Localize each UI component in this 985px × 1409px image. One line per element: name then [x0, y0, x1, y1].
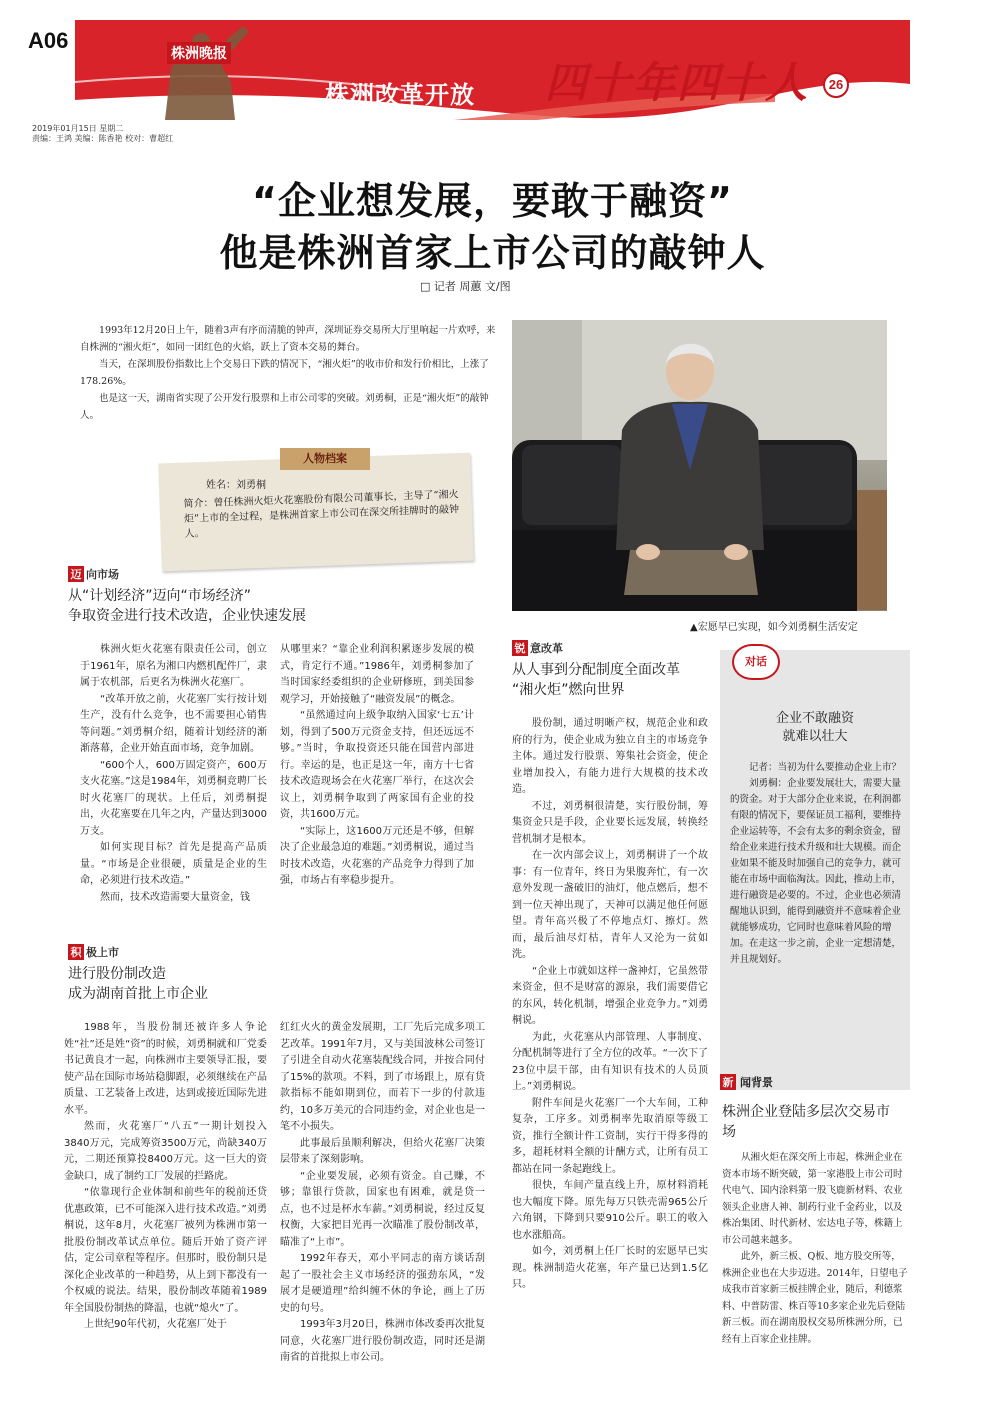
- portrait-illustration: [512, 320, 887, 611]
- dialogue-title-line: 就难以壮大: [782, 729, 848, 744]
- paragraph: 上世纪90年代初，火花塞厂处于: [84, 1319, 227, 1330]
- profile-desc: 简介：曾任株洲火炬火花塞股份有限公司董事长，主导了“湘火炬”上市的全过程，是株洲首家上市公司在深交所挂牌时的敲钟人。: [183, 489, 460, 540]
- news-body: [722, 1150, 908, 1348]
- lead-text: [80, 322, 498, 424]
- section-title-line: 进行股份制改造: [68, 966, 166, 982]
- paragraph: 从哪里来？“靠企业利润积累逐步发展的模式，肯定行不通。”1986年，刘勇桐参加了当时国家经委组织的企业研修班，到美国参观学习，开始接触了“融资发展”的概念。: [280, 644, 474, 705]
- paragraph: “600个人，600万固定资产，600万支火花塞。”这是1984年，刘勇桐竞聘厂长时火花塞厂的现状。上任后，刘勇桐提出，火花塞要在几年之内，产量达到3000万支。: [80, 759, 267, 837]
- section-heading-reform: [512, 640, 712, 700]
- dialogue-title-line: 企业不敢融资: [775, 711, 854, 726]
- news-tag-chip: 新: [720, 1074, 736, 1090]
- news-tag: [720, 1074, 773, 1090]
- lead-paragraph: 1993年12月20日上午，随着3声有序而清脆的钟声，深圳证券交易所大厅里响起一片欢呼，来自株洲的“湘火炬”，如同一团红色的火焰，跃上了资本交易的舞台。: [80, 325, 496, 353]
- paragraph: 附件车间是火花塞厂一个大车间，工种复杂，工序多。刘勇桐率先取消原等级工资，推行全额计件工资制，实行干得多得的多，超耗材料全额的计酬方式，让所有员工都站在同一条起跑线上。: [512, 1097, 708, 1175]
- section-tag-text: 向市场: [86, 568, 119, 581]
- paragraph: 如何实现目标？首先是提高产品质量。“市场是企业很硬，质量是企业的生命，必须进行技术改造。”: [80, 842, 267, 886]
- section-tag-chip: 积: [68, 944, 84, 960]
- lead-paragraph: 当天，在深圳股份指数比上个交易日下跌的情况下，“湘火炬”的收市价和发行价相比，上涨了178.26%。: [80, 359, 489, 387]
- section-tag: [68, 566, 488, 582]
- photo-caption: ▲宏愿早已实现，如今刘勇桐生活安定: [690, 622, 858, 633]
- section-title: [68, 586, 488, 626]
- paragraph: “企业要发展，必须有资金。自己赚，不够；靠银行贷款，国家也有困难，就是贷一点，也不过是杯水车薪。”刘勇桐说，经过反复权衡，大家把目光再一次瞄准了股份制改革，瞄准了“上市”。: [280, 1170, 485, 1248]
- series-big-title: 四十年四十人: [545, 58, 810, 107]
- section-title: [68, 964, 488, 1004]
- page-number: A06: [28, 28, 69, 53]
- dialogue-body: [730, 760, 906, 968]
- headline-line-2: 他是株洲首家上市公司的敲钟人: [219, 231, 766, 275]
- series-number: 26: [823, 72, 849, 98]
- issue-date: 2019年01月15日 星期二: [32, 124, 124, 133]
- paragraph: 1993年3月20日，株洲市体改委再次批复同意，火花塞厂进行股份制改造，同时还是湖南省的首批拟上市公司。: [280, 1319, 485, 1363]
- series-slogan: 讲述一个伟大的时代: [537, 124, 682, 142]
- paragraph: 1992年春天，邓小平同志的南方谈话刮起了一股社会主义市场经济的强劲东风，“发展才是硬道理”给纠缠不休的争论，画上了历史的句号。: [280, 1253, 485, 1314]
- paragraph: 很快，车间产量直线上升，原材料消耗也大幅度下降。原先每万只铁壳需965公斤六角钢，下降到只要910公斤。职工的收入也水涨船高。: [512, 1180, 708, 1241]
- paragraph: 1988年，当股份制还被许多人争论姓“社”还是姓“资”的时候，刘勇桐就和厂党委书记黄良才一起，向株洲市主要领导汇报，要使产品在国际市场站稳脚跟，必须继续在产品质量、工艺装备上改进，达到或接近国际先进水平。: [64, 1022, 267, 1116]
- paragraph: 不过，刘勇桐很清楚，实行股份制，筹集资金只是手段，企业要长远发展，转换经营机制才是根本。: [512, 800, 708, 845]
- section-tag-text: 极上市: [86, 946, 119, 959]
- section-title-line: 从人事到分配制度全面改革: [512, 662, 680, 678]
- section-tag-chip: 锐: [512, 640, 528, 656]
- section-heading-market: [68, 566, 488, 626]
- headline-line-1: “企业想发展，要敢于融资”: [252, 179, 733, 223]
- section-title-line: “湘火炬”燃向世界: [512, 682, 625, 698]
- section1-column-1: [80, 642, 267, 906]
- section-title: [512, 660, 712, 700]
- news-title: 株洲企业登陆多层次交易市场: [722, 1104, 890, 1140]
- series-title: 株洲改革开放: [325, 81, 475, 109]
- column-name: 株洲晚报: [167, 42, 231, 64]
- paragraph: 在一次内部会议上，刘勇桐讲了一个故事：有一位青年，终日为果腹奔忙，有一次意外发现一盏破旧的油灯，他点燃后，想不到一位天神出现了，天神可以满足他任何愿望。青年高兴极了不停地点灯、擦灯。然而，最后油尽灯枯，青年人又沦为一贫如洗。: [512, 850, 708, 960]
- section-title-line: 成为湖南首批上市企业: [68, 986, 208, 1002]
- paragraph: 此外，新三板、Q板、地方股交所等，株洲企业也在大步迈进。2014年，日望电子成我市首家新三板挂牌企业，随后，利德浆料、中普防雷、株百等10多家企业先后登陆新三板。而在湖南股权交易所株洲分所，已经有上百家企业挂牌。: [722, 1251, 908, 1345]
- section-title-line: 争取资金进行技术改造，企业快速发展: [68, 608, 306, 624]
- section-tag-text: 意改革: [530, 642, 563, 655]
- portrait-photo: [512, 320, 887, 611]
- profile-tab: 人物档案: [280, 448, 370, 470]
- paragraph: “虽然通过向上级争取纳入国家‘七五’计划，得到了500万元资金支持，但还远远不够。”当时，争取投资还只能在国营内部进行。幸运的是，也正是这一年，南方十七省技术改造现场会在火花塞厂举行，在这次会议上，刘勇桐争取到了两家国有企业的投资，共1600万元。: [280, 710, 474, 820]
- paragraph: 此事最后虽顺利解决，但给火花塞厂决策层带来了深刻影响。: [280, 1137, 485, 1165]
- section-tag: [68, 944, 488, 960]
- dialogue-question: 记者：当初为什么要推动企业上市？: [749, 762, 902, 773]
- news-tag-text: 闻背景: [740, 1076, 773, 1089]
- section-title-line: 从“计划经济”迈向“市场经济”: [68, 588, 252, 604]
- paragraph: 然而，火花塞厂“八五”一期计划投入3840万元，完成筹资3500万元，尚缺340万元，二期还预算投8400万元。这一巨大的资金缺口，成了制约工厂发展的拦路虎。: [64, 1121, 267, 1182]
- paragraph: “依靠现行企业体制和前些年的税前还贷优惠政策，已不可能深入进行技术改造。”刘勇桐说，这年8月，火花塞厂被列为株洲市第一批股份制改革试点单位。随后开始了资产评估，定公司章程等程序。但那时，股份制只是深化企业改革的一种趋势，从上到下都没有一个权威的说法。结果，股份制改革随着1989年全国股份制热的降温，也就“熄火”了。: [64, 1187, 267, 1314]
- lead-paragraph: 也是这一天，湖南省实现了公开发行股票和上市公司零的突破。刘勇桐，正是“湘火炬”的敲钟人。: [80, 393, 489, 421]
- dialogue-title: [720, 710, 910, 746]
- paragraph: 从湘火炬在深交所上市起，株洲企业在资本市场不断突破，第一家港股上市公司时代电气、国内涂料第一股飞鹿新材料、农业领头企业唐人神、制药行业千金药业，以及株冶集团、时代新材、宏达电子等，株籍上市公司越来越多。: [722, 1152, 903, 1246]
- section1-column-2: [280, 642, 474, 890]
- paragraph: 然而，技术改造需要大量资金，钱: [100, 891, 250, 903]
- dialogue-badge: 对话: [732, 644, 780, 680]
- paragraph: 股份制，通过明晰产权，规范企业和政府的行为，使企业成为独立自主的市场竞争主体。通过发行股票、筹集社会资金，使企业增加投入，有能力进行大规模的技术改造。: [512, 718, 708, 795]
- paragraph: “实际上，这1600万元还是不够，但解决了企业最急迫的难题。”刘勇桐说，通过当时技术改造，火花塞的产品竞争力得到了加强，市场占有率稳步提升。: [280, 825, 474, 886]
- section-heading-listing: [68, 944, 488, 1004]
- byline: □ 记者 周蕙 文/图: [420, 280, 511, 293]
- section-tag-chip: 迈: [68, 566, 84, 582]
- paragraph: “改革开放之前，火花塞厂实行按计划生产，没有什么竞争，也不需要担心销售等问题。”刘勇桐介绍，随着计划经济的渐渐落幕，企业开始直面市场，竞争加剧。: [80, 693, 267, 754]
- paragraph: 红红火火的黄金发展期，工厂先后完成多项工艺改革。1991年7月，又与美国波林公司签订了引进全自动火花塞装配线合同，并按合同付了15%的款项。不料，到了市场跟上，原有贷款指标不能如期到位，而若下一步的付款违约，10多万美元的合同违约金，对企业也是一笔不小损失。: [280, 1022, 485, 1132]
- paragraph: 为此，火花塞从内部管理、人事制度、分配机制等进行了全方位的改革。“一次下了23位中层干部，由有知识有技术的人员顶上。”刘勇桐说。: [512, 1031, 708, 1092]
- section2-column-2: [280, 1020, 485, 1367]
- editors-line: 责编：王鸿 美编：陈香艳 校对：曹超红: [32, 134, 174, 143]
- issue-meta: [32, 124, 173, 144]
- dialogue-box: [720, 650, 910, 1090]
- section3-column: [512, 716, 708, 1294]
- profile-card: [160, 448, 472, 566]
- paragraph: “企业上市就如这样一盏神灯，它虽然带来资金，但不是财富的源泉，我们需要借它的东风，转化机制，增强企业竞争力。”刘勇桐说。: [512, 965, 708, 1026]
- section-tag: [512, 640, 712, 656]
- paragraph: 株洲火炬火花塞有限责任公司，创立于1961年，原名为湘口内燃机配件厂，隶属于农机部，后更名为株洲火花塞厂。: [80, 644, 267, 688]
- dialogue-answer: 刘勇桐：企业要发展壮大，需要大量的资金。对于大部分企业来说，在利润都有限的情况下，要保证员工福利，要维持企业运转等，不会有太多的剩余资金，留给企业来进行技术升级和壮大规模。而企业如果不能及时加强自己的竞争力，就可能在市场中面临淘汰。因此，推动上市，进行融资是必要的。不过，企业也必须清醒地认识到，能得到融资并不意味着企业就能够成功，它同时也意味着风险的增加。在走这一步之前，企业一定想清楚，并且规划好。: [730, 778, 902, 965]
- section2-column-1: [64, 1020, 267, 1334]
- profile-name: 姓名：刘勇桐: [206, 480, 266, 491]
- paragraph: 如今，刘勇桐上任厂长时的宏愿早已实现。株洲制造火花塞，年产量已达到1.5亿只。: [512, 1246, 708, 1290]
